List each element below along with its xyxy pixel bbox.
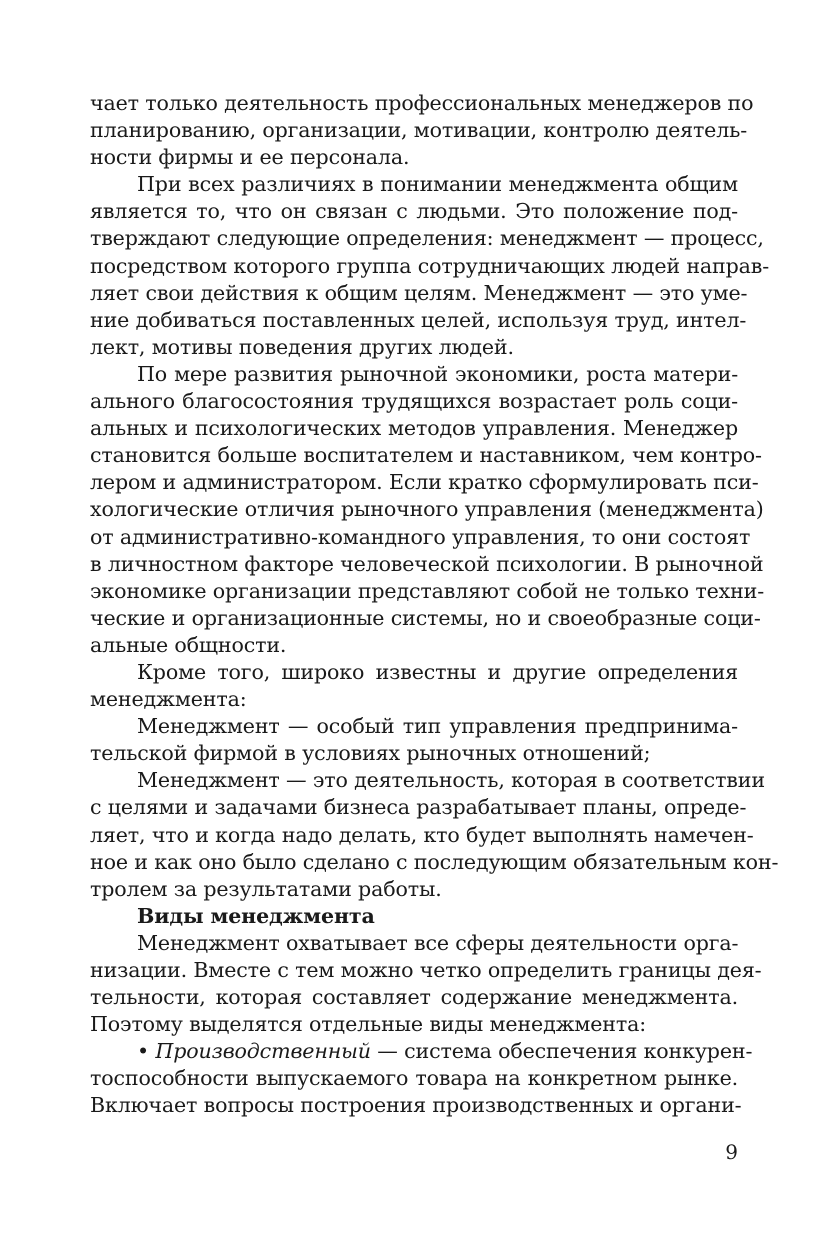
text-line: экономике организации представляют собой не только техни- (90, 578, 765, 603)
text-line: тельности, которая составляет содержание менеджмента. (90, 985, 738, 1010)
bullet-term: Производственный (155, 1039, 371, 1064)
text-line: При всех различиях в понимании менеджмента общим (137, 172, 738, 197)
body-text (90, 90, 779, 1120)
text-line: Кроме того, широко известны и другие определения (137, 659, 738, 684)
text-line: ального благосостояния трудящихся возрастает роль соци- (90, 389, 738, 414)
text-line: лект, мотивы поведения других людей. (90, 334, 514, 359)
text-line: лером и администратором. Если кратко сформулировать пси- (90, 470, 759, 495)
text-line: Менеджмент — особый тип управления предпринима- (137, 714, 738, 739)
text-line: чает только деятельность профессиональных менеджеров по (90, 91, 754, 115)
text-line: ляет свои действия к общим целям. Менеджмент — это уме- (90, 280, 748, 305)
text-line: тельской фирмой в условиях рыночных отношений; (90, 741, 651, 766)
text-line: Включает вопросы построения производственных и органи- (90, 1093, 742, 1118)
text-line: ное и как оно было сделано с последующим обязательным кон- (90, 849, 779, 874)
text-line: становится больше воспитателем и наставником, чем контро- (90, 443, 762, 468)
text-line: Менеджмент охватывает все сферы деятельности орга- (137, 930, 739, 955)
text-line: низации. Вместе с тем можно четко определить границы дея- (90, 958, 762, 982)
text-line: является то, что он связан с людьми. Это положение под- (90, 199, 738, 224)
section-heading: Виды менеджмента (137, 903, 375, 928)
text-line: альных и психологических методов управления. Менеджер (90, 416, 738, 441)
text-line: ческие и организационные системы, но и своеобразные соци- (90, 605, 761, 630)
bullet-marker: • (137, 1039, 156, 1064)
text-line: посредством которого группа сотрудничающих людей направ- (90, 253, 770, 278)
text-line: альные общности. (90, 632, 287, 657)
text-line: тоспособности выпускаемого товара на конкретном рынке. (90, 1066, 738, 1091)
text-line: планированию, организации, мотивации, контролю деятель- (90, 118, 748, 143)
text-line: тверждают следующие определения: менеджмент — процесс, (90, 226, 764, 251)
text-line: хологические отличия рыночного управления (менеджмента) (90, 497, 764, 522)
page-number: 9 (725, 1140, 738, 1164)
text-line: Менеджмент — это деятельность, которая в соответствии (137, 768, 765, 793)
text-line: ляет, что и когда надо делать, кто будет выполнять намечен- (90, 822, 754, 847)
text-line: от административно-командного управления, то они состоят (90, 524, 751, 549)
text-line: тролем за результатами работы. (90, 876, 442, 901)
text-line: в личностном факторе человеческой психологии. В рыночной (90, 551, 764, 576)
text-line: ности фирмы и ее персонала. (90, 145, 410, 170)
text-line: ние добиваться поставленных целей, используя труд, интел- (90, 307, 747, 332)
text-line: с целями и задачами бизнеса разрабатывает планы, опреде- (90, 795, 747, 820)
text-line: Поэтому выделятся отдельные виды менеджмента: (90, 1012, 647, 1037)
bullet-definition: — система обеспечения конкурен- (370, 1039, 753, 1064)
text-line: менеджмента: (90, 687, 247, 712)
bullet-item (90, 1038, 753, 1065)
text-line: По мере развития рыночной экономики, роста матери- (137, 361, 738, 386)
